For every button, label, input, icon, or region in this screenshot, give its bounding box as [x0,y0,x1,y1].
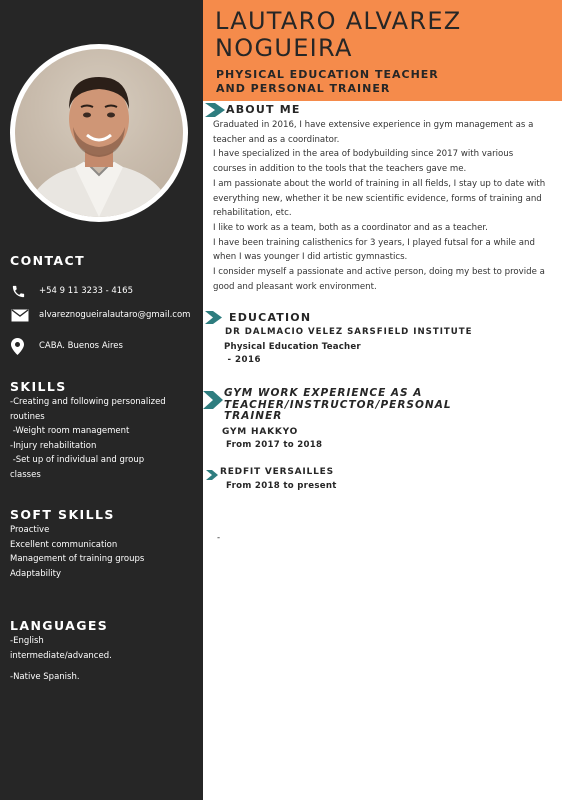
chevron-right-icon [205,311,222,324]
list-item: Proactive [10,525,50,535]
about-text: Graduated in 2016, I have extensive experience in gym management as a teacher and as a coordinator. I have specialized in the area of bodybuilding since 2017 with various courses in addition to the tools that the teachers gave me. I am passionate about the world of training in all fields, I stay up to date with everything new, whether it be new scientific evidence, forms of training and rehabilitation, etc. I like to work as a team, both as a coordinator and as a teacher. I have been training calisthenics for 3 years, I played futsal for a while and when I was younger I did artistic gymnastics. I consider myself a passionate and active person, doing my best to provide a good and pleasant work environment. [213,120,546,292]
soft-skills-list [10,523,195,581]
job-place: GYM HAKKYO [222,427,299,437]
list-item: -Creating and following personalized [10,397,166,407]
location-pin-icon [11,338,33,354]
candidate-name: LAUTARO ALVAREZ NOGUEIRA [215,7,462,62]
list-item: Adaptability [10,568,62,579]
soft-skills-heading: SOFT SKILLS [10,507,115,522]
job-place: REDFIT VERSAILLES [220,467,334,477]
languages-list [10,634,195,685]
education-heading: EDUCATION [229,311,312,324]
institution-name: DR DALMACIO VELEZ SARSFIELD INSTITUTE [225,327,473,337]
list-item: Excellent communication [10,539,118,550]
list-item: intermediate/advanced. [10,650,112,661]
chevron-right-icon [206,470,218,480]
email-address[interactable]: alvareznogueiralautaro@gmail.com [39,310,191,320]
chevron-right-icon [205,103,225,117]
about-heading: ABOUT ME [226,103,301,116]
chevron-right-icon [203,391,223,409]
avatar [15,49,183,217]
location-text: CABA. Buenos Aires [39,341,123,351]
contact-email [11,307,190,323]
list-item: classes [10,469,41,480]
list-item: -English [10,636,44,646]
list-item: Management of training groups [10,554,145,564]
profile-photo [10,44,188,222]
experience-heading: GYM WORK EXPERIENCE AS A TEACHER/INSTRUCTOR/PERSONAL TRAINER [224,387,452,422]
job-period: From 2017 to 2018 [226,440,323,450]
job-period: From 2018 to present [226,481,337,491]
stray-dash: - [217,533,221,543]
list-item: -Native Spanish. [10,672,80,682]
contact-heading: CONTACT [10,253,85,268]
languages-heading: LANGUAGES [10,618,109,633]
job-title: PHYSICAL EDUCATION TEACHER AND PERSONAL TRAINER [216,68,439,95]
list-item: routines [10,411,45,422]
contact-phone [11,283,133,299]
phone-icon [11,283,33,299]
mail-icon [11,307,33,323]
degree-year: - 2016 [224,355,261,365]
skills-heading: SKILLS [10,379,67,394]
phone-number[interactable]: +54 9 11 3233 - 4165 [39,286,134,296]
list-item: -Set up of individual and group [10,455,145,465]
contact-location [11,338,123,354]
skills-list [10,395,195,482]
degree-title: Physical Education Teacher [224,342,361,352]
list-item: -Injury rehabilitation [10,440,97,451]
list-item: -Weight room management [10,426,130,436]
